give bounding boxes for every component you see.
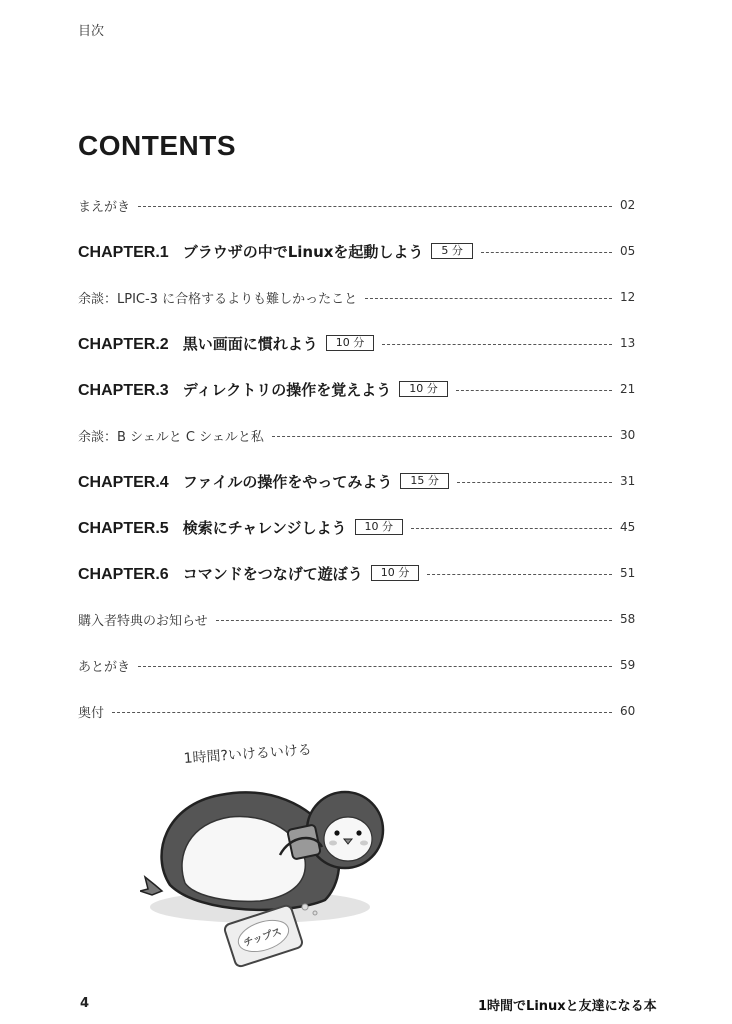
chapter-number: CHAPTER.3 [78, 381, 169, 399]
toc-entry-chapter-4[interactable] [78, 458, 634, 504]
crumb [313, 911, 317, 915]
toc-entry-chapter-1[interactable] [78, 228, 634, 274]
toc-page: 31 [620, 474, 636, 488]
toc-page: 58 [620, 612, 636, 626]
time-badge: 10 分 [399, 381, 448, 397]
time-badge: 10 分 [355, 519, 404, 535]
toc-label [78, 379, 391, 400]
chapter-title: 黒い画面に慣れよう [182, 334, 318, 353]
toc-label: まえがき [78, 199, 131, 215]
bag-label: チップス [242, 926, 284, 950]
running-header: 目次 [78, 24, 105, 39]
chapter-number: CHAPTER.4 [78, 473, 169, 491]
page-number: 4 [80, 996, 90, 1011]
dot-leader [481, 252, 612, 253]
toc-label [78, 563, 363, 584]
time-badge: 10 分 [371, 565, 420, 581]
toc-entry-chapter-2[interactable] [78, 320, 634, 366]
toc-entry-atogaki[interactable] [78, 642, 634, 688]
penguin-cheek [329, 841, 337, 846]
chapter-title: ディレクトリの操作を覚えよう [182, 380, 392, 399]
toc-entry-colophon[interactable] [78, 688, 634, 734]
toc-label: 奥付 [78, 705, 105, 721]
toc-page: 21 [620, 382, 636, 396]
page-title: CONTENTS [78, 130, 236, 161]
toc-label: 余談：LPIC-3 に合格するよりも難しかったこと [78, 291, 358, 307]
chapter-title: ファイルの操作をやってみよう [182, 472, 393, 491]
toc-label [78, 517, 347, 538]
penguin-illustration [140, 735, 400, 975]
penguin-eye [356, 830, 361, 835]
toc-entry-aside-shell[interactable] [78, 412, 634, 458]
toc-page: 45 [620, 520, 636, 534]
dot-leader [272, 436, 612, 437]
toc-entry-chapter-3[interactable] [78, 366, 634, 412]
toc-label: あとがき [78, 659, 131, 675]
toc-label [78, 241, 423, 262]
dot-leader [138, 206, 612, 207]
dot-leader [365, 298, 612, 299]
chapter-number: CHAPTER.6 [78, 565, 169, 583]
dot-leader [138, 666, 612, 667]
toc-page: 30 [620, 428, 636, 442]
toc-page: 13 [620, 336, 636, 350]
penguin-foot [140, 877, 162, 895]
time-badge: 15 分 [400, 473, 449, 489]
toc-page: 05 [620, 244, 636, 258]
dot-leader [112, 712, 612, 713]
toc-page: 59 [620, 658, 636, 672]
chapter-title: 検索にチャレンジしよう [182, 518, 347, 537]
toc-label [78, 471, 392, 492]
toc-entry-bonus[interactable] [78, 596, 634, 642]
toc-page: 02 [620, 198, 636, 212]
chapter-number: CHAPTER.5 [78, 519, 169, 537]
time-badge: 10 分 [326, 335, 375, 351]
table-of-contents [78, 182, 634, 734]
toc-page: 51 [620, 566, 636, 580]
dot-leader [411, 528, 612, 529]
dot-leader [427, 574, 612, 575]
chapter-title: コマンドをつなげて遊ぼう [182, 564, 363, 583]
chapter-number: CHAPTER.2 [78, 335, 169, 353]
chapter-number: CHAPTER.1 [78, 243, 169, 261]
toc-page: 12 [620, 290, 636, 304]
illustration-caption: 1時間?いけるいける [183, 742, 313, 767]
toc-page: 60 [620, 704, 636, 718]
chapter-title: ブラウザの中でLinuxを起動しよう [182, 242, 424, 261]
dot-leader [382, 344, 612, 345]
toc-label [78, 333, 318, 354]
dot-leader [456, 390, 612, 391]
time-badge: 5 分 [431, 243, 473, 259]
dot-leader [457, 482, 612, 483]
toc-label: 購入者特典のお知らせ [78, 613, 208, 629]
penguin-eye [334, 830, 339, 835]
crumb [302, 904, 308, 910]
toc-entry-chapter-6[interactable] [78, 550, 634, 596]
toc-entry-chapter-5[interactable] [78, 504, 634, 550]
book-title: 1時間でLinuxと友達になる本 [478, 999, 657, 1014]
toc-label: 余談：B シェルと C シェルと私 [78, 429, 264, 445]
toc-entry-maegaki[interactable] [78, 182, 634, 228]
toc-entry-aside-lpic[interactable] [78, 274, 634, 320]
penguin-cheek [360, 841, 368, 846]
dot-leader [216, 620, 612, 621]
